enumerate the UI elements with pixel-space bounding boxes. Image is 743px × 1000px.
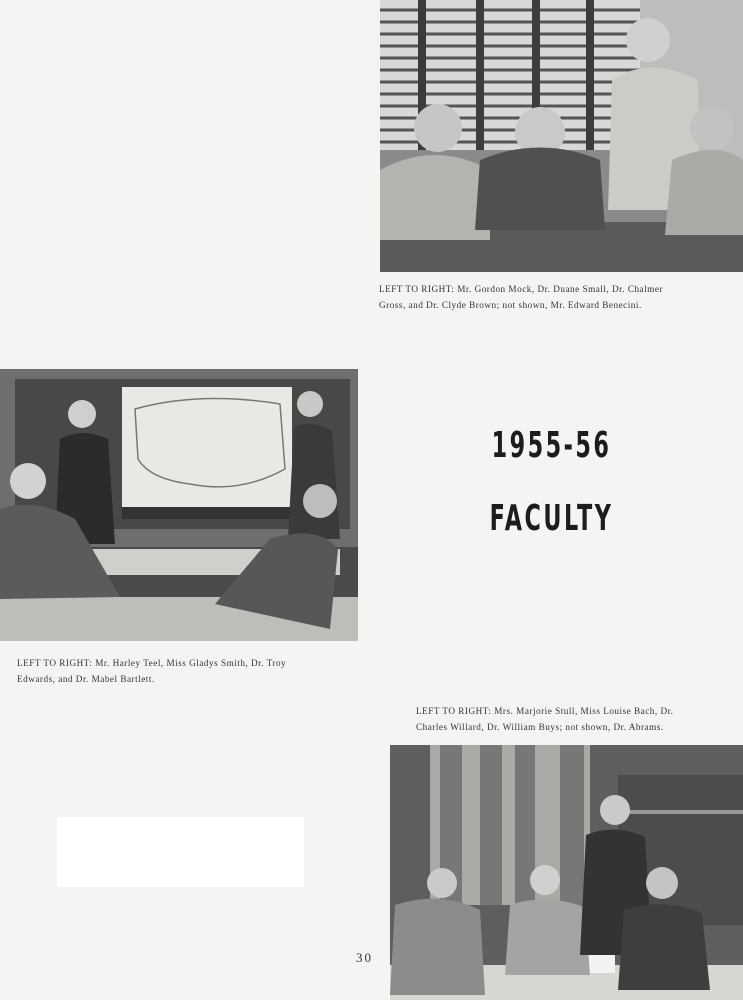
blank-white-box [57,817,304,887]
caption-top-line-2: Gross, and Dr. Clyde Brown; not shown, Mr. Edward Benecini. [379,300,642,310]
caption-bottom-line-2: Charles Willard, Dr. William Buys; not shown, Dr. Abrams. [416,722,664,732]
caption-top-line-1: LEFT TO RIGHT: Mr. Gordon Mock, Dr. Duane Small, Dr. Chalmer [379,284,663,294]
faculty-photo-bottom [390,745,743,1000]
heading-title: FACULTY [489,498,614,539]
caption-bottom-line-1: LEFT TO RIGHT: Mrs. Marjorie Stull, Miss Louise Bach, Dr. [416,706,674,716]
page-number: 30 [356,950,373,965]
caption-bottom-photo [416,703,743,735]
caption-middle-line-1: LEFT TO RIGHT: Mr. Harley Teel, Miss Gladys Smith, Dr. Troy [17,658,287,668]
faculty-photo-middle [0,369,358,641]
caption-top-photo [379,281,743,313]
heading-year: 1955-56 [491,425,612,466]
faculty-photo-top [380,0,743,272]
caption-middle-photo [17,655,357,687]
caption-middle-line-2: Edwards, and Dr. Mabel Bartlett. [17,674,155,684]
